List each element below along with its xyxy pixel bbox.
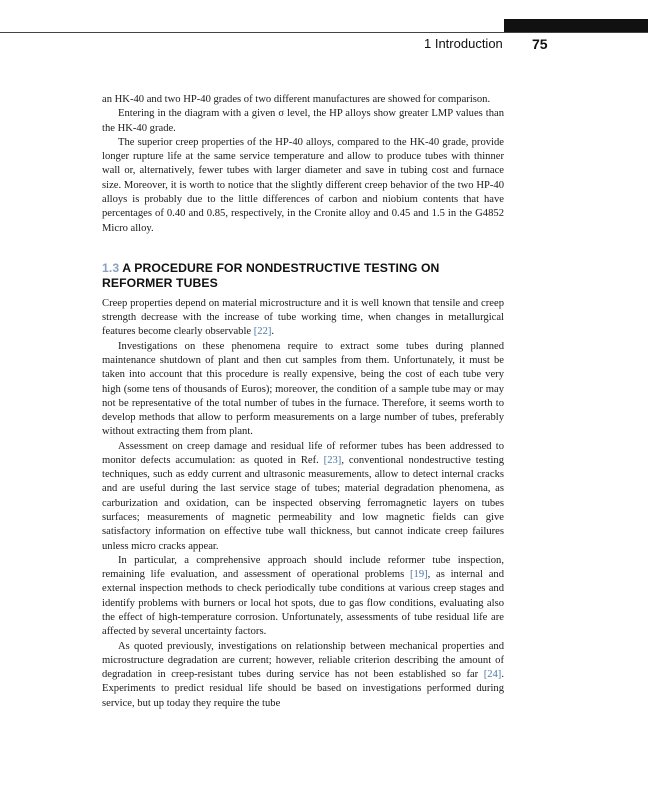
section-title: A PROCEDURE FOR NONDESTRUCTIVE TESTING ON REFORMER TUBES	[102, 260, 440, 290]
page-number: 75	[532, 36, 548, 52]
header-rule	[0, 32, 648, 33]
paragraph: Investigations on these phenomena require to extract some tubes during planned maintenance shutdown of plant and then cut samples from them. Unfortunately, it must be taken into account that this procedure is really expensive, being the cost of each tube very high (some tens of thousands of Euros); moreover, the condition of a sample tube may or may not be representative of the total number of tubes in the furnace. Therefore, it seems worth to develop methods that allow to perform measurements on a large number of tubes, preferably without extracting them from plant.	[102, 340, 504, 438]
citation-link[interactable]: [23]	[323, 454, 342, 466]
paragraph-text: In particular, a comprehensive approach should include reformer tube inspection, remaining life evaluation, and assessment of operational problems	[102, 554, 504, 581]
paragraph-text: Assessment on creep damage and residual life of reformer tubes has been addressed to monitor defects accumulation: as quoted in Ref.	[102, 440, 504, 466]
header-bar	[504, 19, 648, 33]
paragraph	[102, 297, 504, 340]
paragraph: Entering in the diagram with a given σ level, the HP alloys show greater LMP values than the HK-40 grade.	[102, 108, 504, 134]
running-head-chapter: 1 Introduction	[424, 36, 503, 51]
section-heading	[102, 261, 504, 291]
paragraph	[102, 440, 504, 554]
paragraph-text: Creep properties depend on material microstructure and it is well known that tensile and creep strength decrease with the increase of tube working time, when changes in metallurgical features become clearly observable	[102, 297, 504, 338]
paragraph-text: , as internal and external inspection methods to check periodically tube conditions at various creep stages and identify problems with burners or local hot spots, due to gas flow conditions, evaluating also the effect of high-temperature corrosion. Unfortunately, assessments of tube residual life are affected by several uncertainty factors.	[102, 569, 504, 638]
paragraph-text: .	[271, 326, 275, 338]
paragraph-continued: an HK-40 and two HP-40 grades of two different manufactures are showed for comparison.	[102, 94, 491, 105]
citation-link[interactable]: [19]	[410, 569, 428, 581]
paragraph	[102, 640, 504, 711]
paragraph-text: , conventional nondestructive testing techniques, such as eddy current and ultrasonic measurements, allow to detect internal cracks and are useful during the last service stage of tubes; material degradation phenomena, as carburization and oxidation, can be inspected observing ferromagnetic layers on tubes surfaces; measurements of magnetic permeability and low magnetic fields can give satisfactory information on effective tube wall thickness, but cannot indicate creep failures unless micro cracks appear.	[102, 454, 504, 552]
citation-link[interactable]: [22]	[253, 326, 272, 338]
citation-link[interactable]: [24]	[483, 669, 502, 681]
paragraph-text: As quoted previously, investigations on relationship between mechanical properties and microstructure degradation are current; however, reliable criterion describing the amount of degradation in creep-resistant tubes during service has not been established so far	[102, 640, 504, 681]
paragraph	[102, 554, 504, 640]
body-text	[102, 93, 504, 711]
section-number: 1.3	[102, 260, 120, 275]
paragraph: The superior creep properties of the HP-40 alloys, compared to the HK-40 grade, provide longer rupture life at the same service temperature and allow to produce tubes with thinner wall or, alternatively, fewer tubes with larger diameter and save in tubing cost and furnace size. Moreover, it is worth to notice that the slightly different creep behavior of the two HP-40 alloys is probably due to the little differences of carbon and niobium contents that have percentages of 0.40 and 0.85, respectively, in the Cronite alloy and 0.45 and 1.5 in the G4852 Micro alloy.	[102, 136, 504, 234]
paragraph-text: . Experiments to predict residual life should be based on investigations performed during service, but up today they require the tube	[102, 669, 504, 709]
